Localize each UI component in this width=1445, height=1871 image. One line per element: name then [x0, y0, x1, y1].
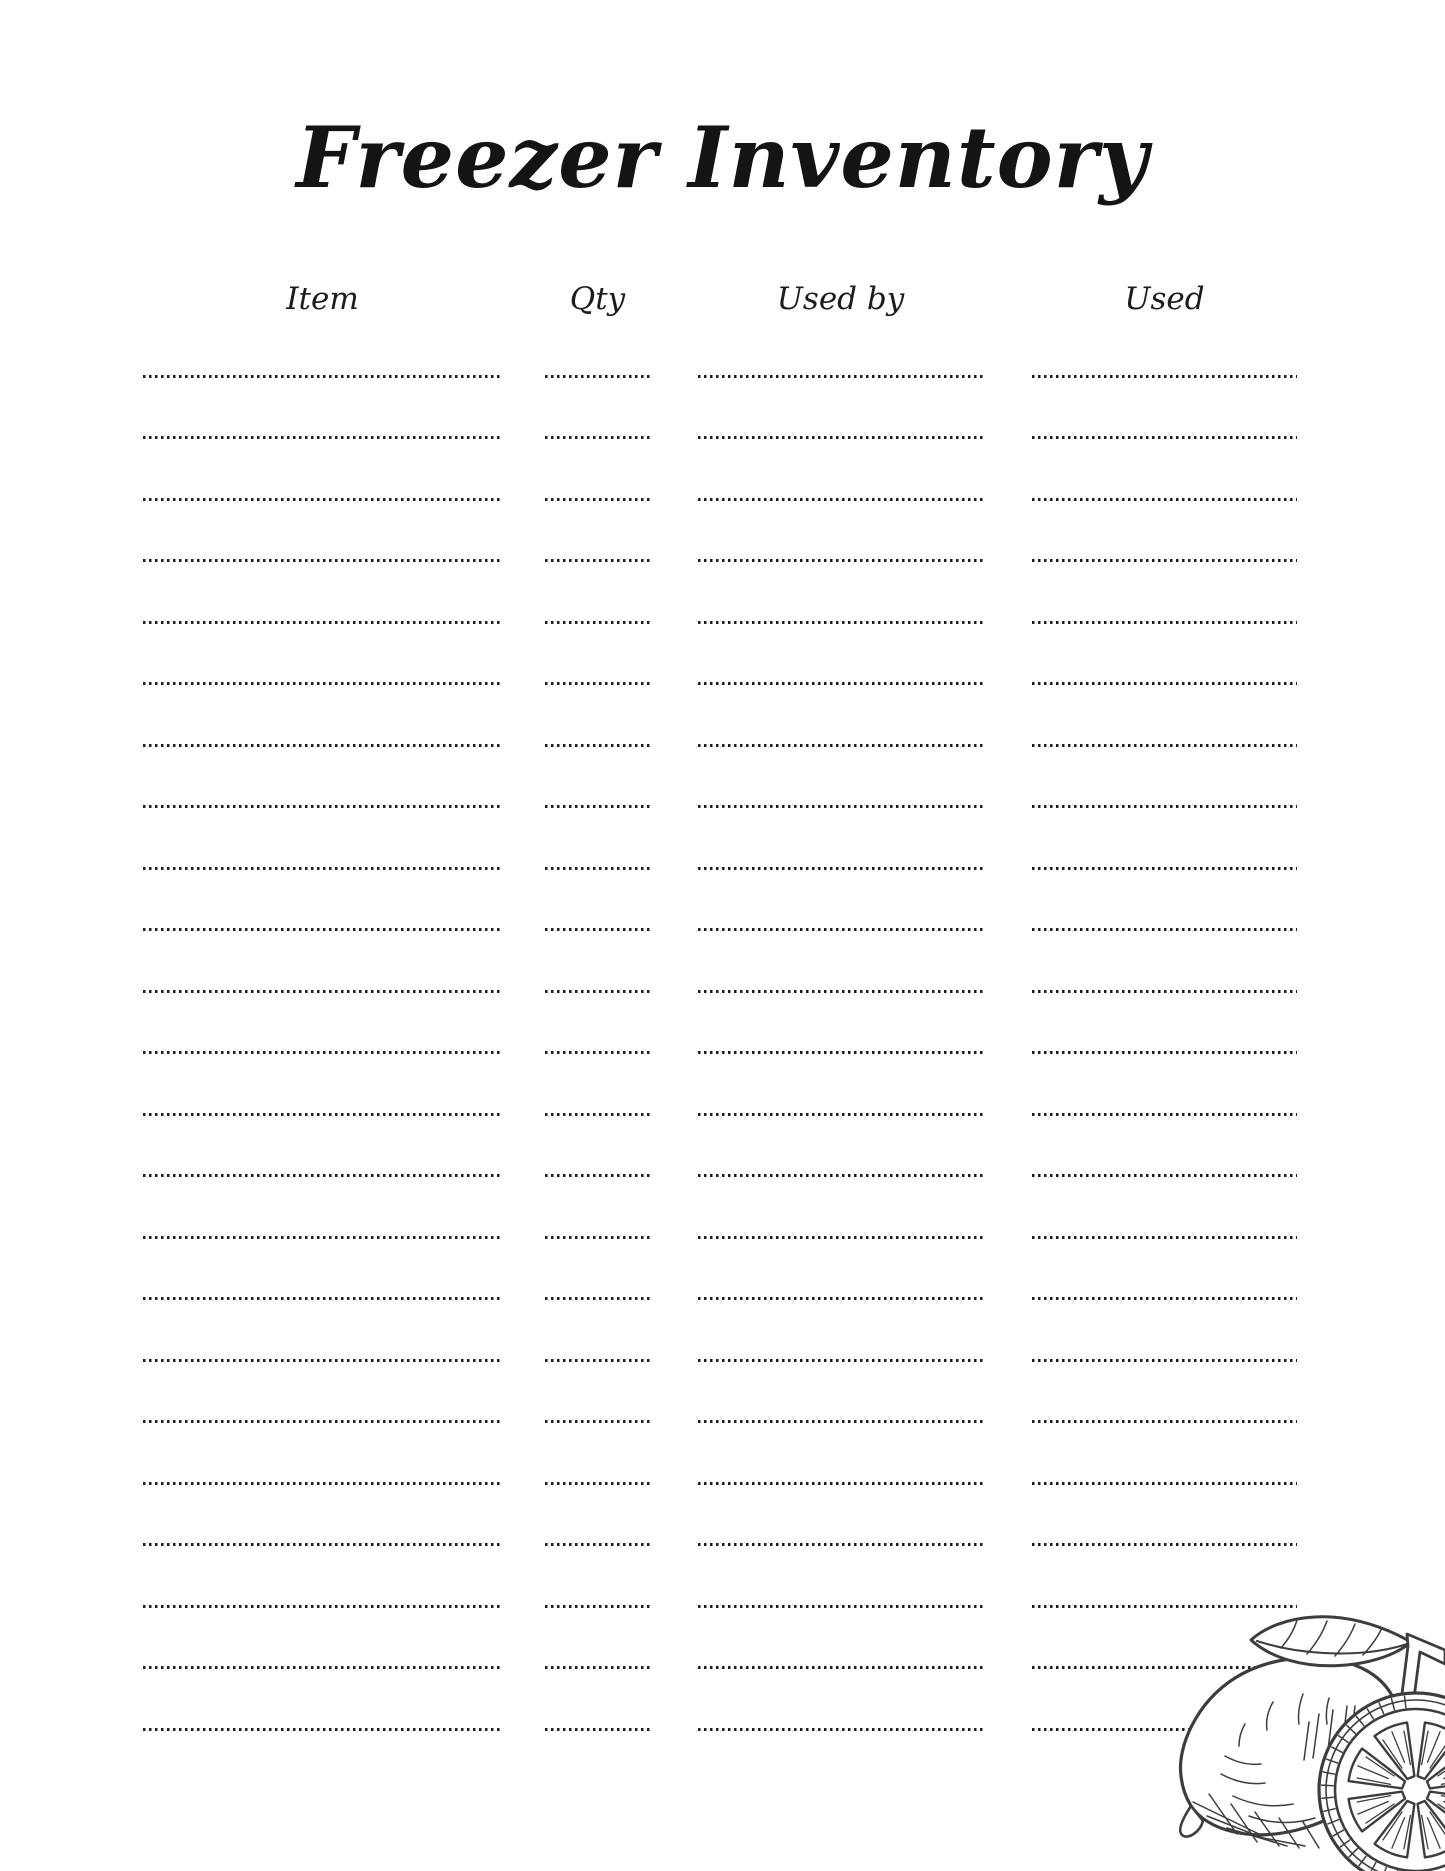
table-row [0, 931, 1445, 993]
table-row [0, 1054, 1445, 1116]
lemon-illustration [1173, 1606, 1445, 1871]
table-row [0, 501, 1445, 563]
table-row [0, 1300, 1445, 1362]
table-row [0, 1239, 1445, 1301]
table-row [0, 747, 1445, 809]
table-row [0, 808, 1445, 870]
column-header-used: Used [1124, 281, 1205, 317]
column-header-used-by: Used by [776, 281, 905, 317]
table-row [0, 378, 1445, 440]
table-row [0, 870, 1445, 932]
entry-line-used_by [698, 1728, 983, 1731]
lemon-stem [1402, 1634, 1445, 1698]
table-row [0, 439, 1445, 501]
table-row [0, 316, 1445, 378]
table-rows [0, 316, 1445, 1731]
table-row [0, 1423, 1445, 1485]
table-row [0, 624, 1445, 686]
table-row [0, 1485, 1445, 1547]
table-row [0, 1546, 1445, 1608]
table-row [0, 993, 1445, 1055]
page-title: Freezer Inventory [296, 108, 1149, 207]
table-row [0, 1177, 1445, 1239]
entry-line-qty [545, 1728, 650, 1731]
table-row [0, 562, 1445, 624]
column-header-qty: Qty [569, 281, 626, 317]
table-row [0, 685, 1445, 747]
table-row [0, 1116, 1445, 1178]
table-row [0, 1362, 1445, 1424]
entry-line-item [143, 1728, 502, 1731]
column-header-item: Item [286, 281, 359, 317]
